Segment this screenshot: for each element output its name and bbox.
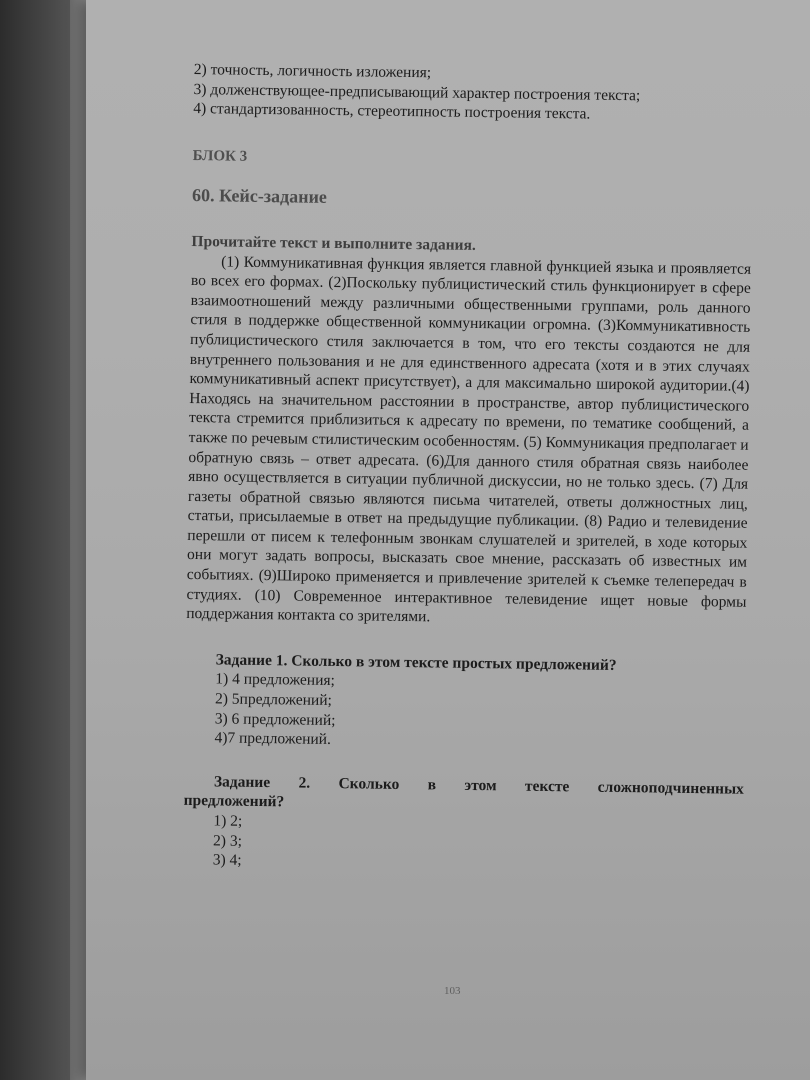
- task-2-option: 2) 3;: [212, 831, 243, 850]
- task-1-option: 4)7 предложений.: [214, 729, 332, 749]
- task-1-option: 2) 5предложений;: [214, 690, 333, 710]
- previous-question-options: [193, 60, 754, 127]
- page-content: [183, 60, 754, 878]
- task-2-question-head: Задание 2. Сколько в этом тексте сложноподчиненных: [213, 773, 744, 798]
- task-1-option: 3) 6 предложений;: [214, 709, 336, 729]
- previous-option-4: 4) стандартизованность, стереотипность построения текста.: [193, 100, 591, 123]
- block-title: БЛОК 3: [192, 147, 248, 165]
- task-2-question: [184, 772, 744, 819]
- task-1-options: [184, 669, 745, 755]
- task-2-options: [183, 811, 744, 878]
- case-text-paragraph: (1) Коммуникативная функция является главной функцией языка и проявляется во всех его формах. (2)Поскольку публицистический стиль функционирует в сфере взаимоотношений между различными общественными группами, роль данного стиля в поддержке общественной коммуникации огромна. (3)Коммуникативность публицистического стиля заключается в том, что его тексты создаются не для внутреннего пользования и не для единственного адресата (хотя и в этих случаях коммуникативный аспект присутствует), а для максимально широкой аудитории.(4) Находясь на значительном расстоянии в пространстве, автор публицистического текста стремится приблизиться к адресату по времени, по тематике сообщений, а также по речевым стилистическим особенностям. (5) Коммуникация предполагает и обратную связь – ответ адресата. (6)Для данного стиля обратная связь наиболее явно осуществляется в ситуации публичной дискуссии, но не только здесь. (7) Для газеты обратной связью являются письма читателей, ответы должностных лиц, статьи, присылаемые в ответ на предыдущие публикации. (8) Радио и телевидение перешли от писем к телефонным звонкам слушателей и зрителей, в ходе которых они могут задать вопросы, высказать свое мнение, рассказать об известных им событиях. (9)Широко применяется и привлечение зрителей к съемке телепередач в студиях. (10) Современное интерактивное телевидение ищет новые формы поддержания контакта со зрителями.: [186, 252, 752, 626]
- task-2-option: 1) 2;: [213, 812, 243, 830]
- case-task-title: 60. Кейс-задание: [191, 185, 328, 208]
- task-1-option: 1) 4 предложения;: [215, 670, 335, 690]
- book-page: [86, 0, 810, 1080]
- instruction-heading: Прочитайте текст и выполните задания.: [191, 232, 476, 254]
- previous-option-3: 3) долженствующее-предписывающий характер построения текста;: [193, 80, 641, 104]
- task-1-question: Задание 1. Сколько в этом тексте простых предложений?: [215, 651, 617, 674]
- task-2-question-tail: предложений?: [183, 792, 285, 811]
- task-2-option: 3) 4;: [212, 851, 242, 869]
- previous-option-2: 2) точность, логичность изложения;: [193, 60, 432, 82]
- page-number: 103: [444, 985, 461, 997]
